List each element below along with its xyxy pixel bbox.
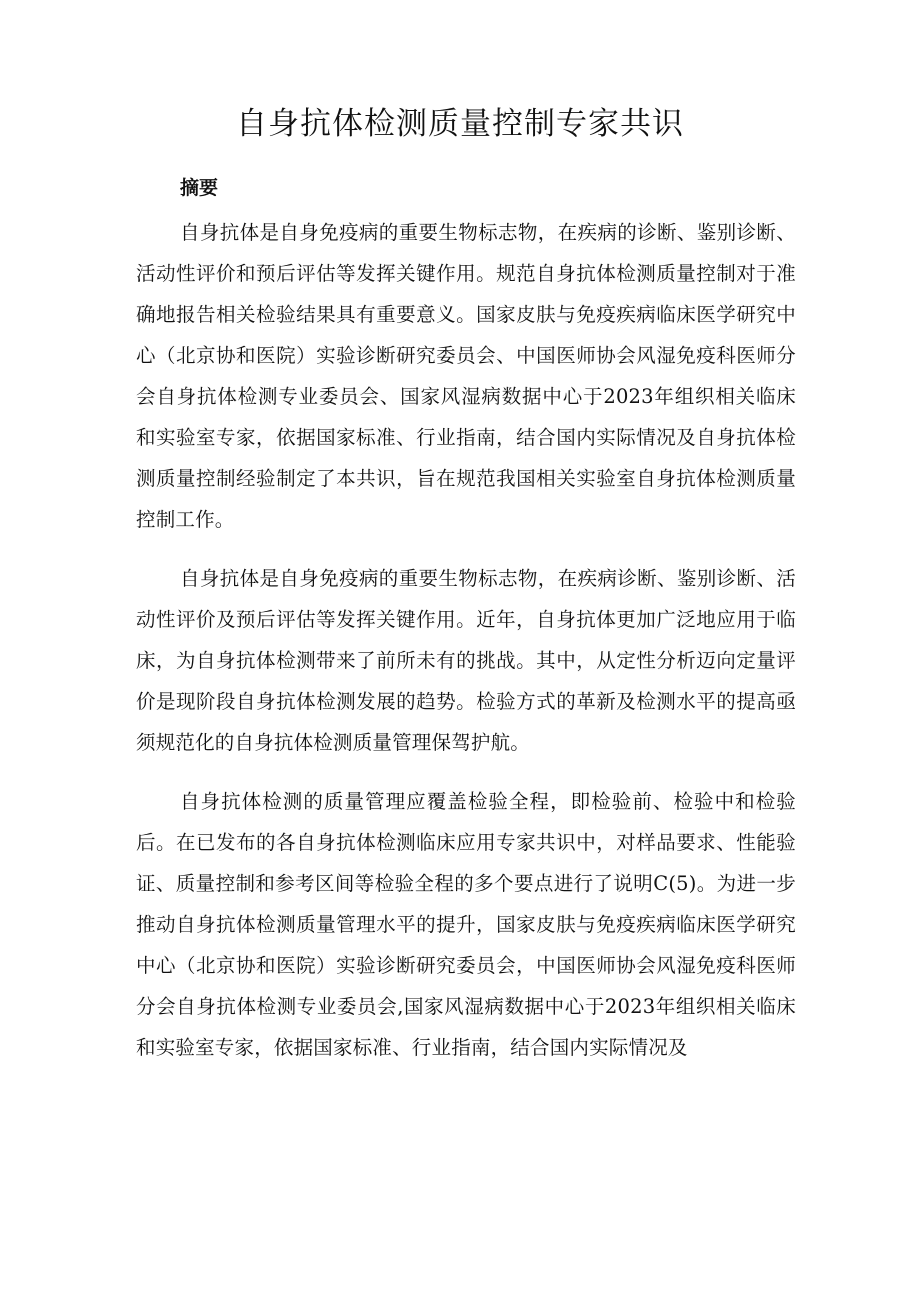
abstract-heading: 摘要 xyxy=(180,177,219,199)
document-body xyxy=(136,212,796,1086)
document-title: 自身抗体检测质量控制专家共识 xyxy=(236,106,684,142)
paragraph-1: 自身抗体是自身免疫病的重要生物标志物，在疾病的诊断、鉴别诊断、活动性评价和预后评估等发挥关键作用。规范自身抗体检测质量控制对于准确地报告相关检验结果具有重要意义。国家皮肤与免疫疾病临床医学研究中心（北京协和医院）实验诊断研究委员会、中国医师协会风湿免疫科医师分会自身抗体检测专业委员会、国家风湿病数据中心于2023年组织相关临床和实验室专家，依据国家标准、行业指南，结合国内实际情况及自身抗体检测质量控制经验制定了本共识，旨在规范我国相关实验室自身抗体检测质量控制工作。 xyxy=(136,221,796,531)
paragraph-3: 自身抗体检测的质量管理应覆盖检验全程，即检验前、检验中和检验后。在已发布的各自身抗体检测临床应用专家共识中，对样品要求、性能验证、质量控制和参考区间等检验全程的多个要点进行了说明C(5)。为进一步推动自身抗体检测质量管理水平的提升，国家皮肤与免疫疾病临床医学研究中心（北京协和医院）实验诊断研究委员会，中国医师协会风湿免疫科医师分会自身抗体检测专业委员会,国家风湿病数据中心于2023年组织相关临床和实验室专家，依据国家标准、行业指南，结合国内实际情况及 xyxy=(136,790,796,1059)
paragraph-2: 自身抗体是自身免疫病的重要生物标志物，在疾病诊断、鉴别诊断、活动性评价及预后评估等发挥关键作用。近年，自身抗体更加广泛地应用于临床，为自身抗体检测带来了前所未有的挑战。其中，从定性分析迈向定量评价是现阶段自身抗体检测发展的趋势。检验方式的革新及检测水平的提高亟须规范化的自身抗体检测质量管理保驾护航。 xyxy=(136,567,796,754)
